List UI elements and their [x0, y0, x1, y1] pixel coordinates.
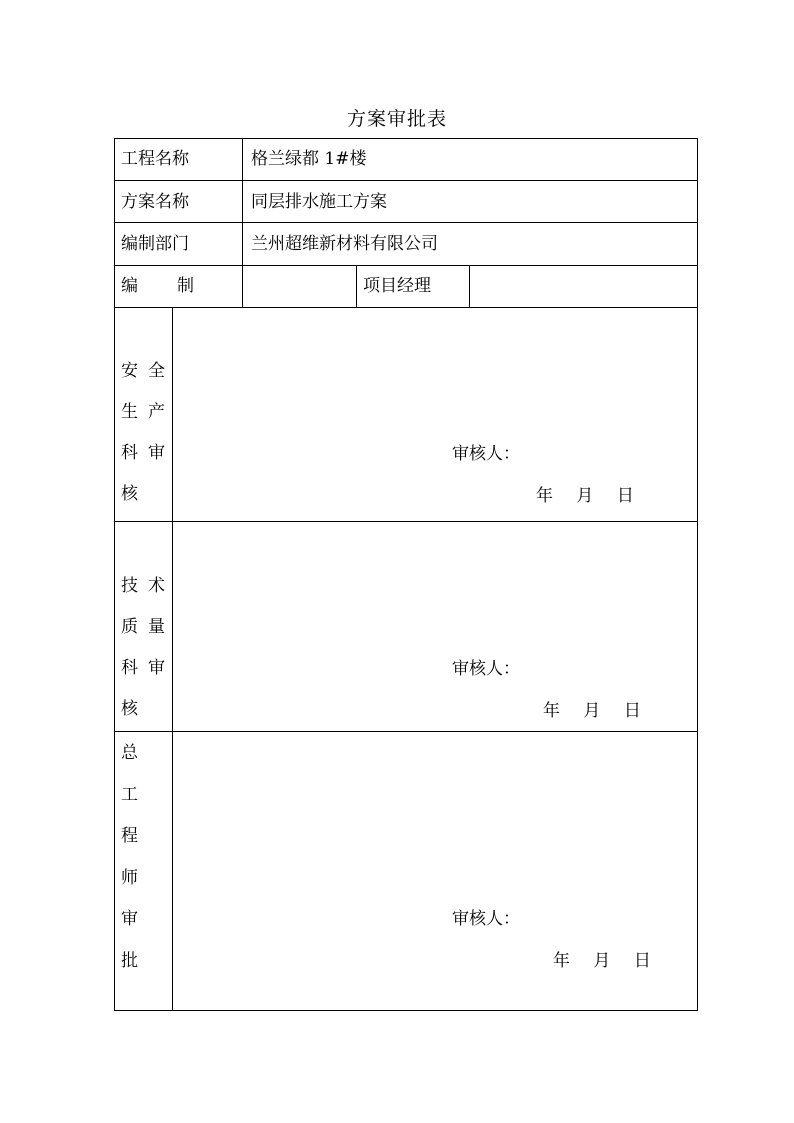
author-label-b: 制: [177, 276, 194, 296]
safety-section-label: [114, 361, 172, 504]
label-char: 批: [121, 951, 138, 971]
label-char: 全: [148, 361, 165, 381]
safety-reviewer-label: 审核人：: [452, 444, 520, 464]
tech-section-label: [114, 576, 172, 719]
plan-name-label: 方案名称: [121, 192, 189, 212]
label-char: 工: [121, 785, 138, 805]
label-char: 审: [148, 658, 165, 678]
label-char: 审: [148, 443, 165, 463]
label-char: 生: [121, 402, 138, 422]
label-char: 程: [121, 826, 138, 846]
label-char: [143, 484, 170, 504]
chief-date: [553, 951, 651, 971]
dept-label: 编制部门: [121, 234, 189, 254]
label-char: 核: [121, 484, 138, 504]
plan-name-value: 同层排水施工方案: [251, 192, 387, 212]
chief-reviewer-label: 审核人：: [452, 909, 520, 929]
label-char: 安: [121, 361, 138, 381]
month-label: 月: [576, 486, 594, 506]
label-char: 审: [121, 909, 138, 929]
day-label: 日: [616, 486, 634, 506]
day-label: 日: [623, 701, 641, 721]
label-char: 总: [121, 743, 138, 763]
project-name-value: 格兰绿都 1#楼: [251, 149, 367, 169]
label-char: 质: [121, 617, 138, 637]
label-char: 师: [121, 868, 138, 888]
label-char: 技: [121, 576, 138, 596]
safety-date: [536, 486, 634, 506]
tech-reviewer-label: 审核人：: [452, 659, 520, 679]
tech-date: [543, 701, 641, 721]
pm-label: 项目经理: [363, 276, 431, 296]
label-char: 量: [148, 617, 165, 637]
label-char: 术: [148, 576, 165, 596]
author-label-a: 编: [121, 276, 138, 296]
label-char: 科: [121, 658, 138, 678]
year-label: 年: [543, 701, 560, 721]
year-label: 年: [536, 486, 553, 506]
month-label: 月: [583, 701, 601, 721]
label-char: 核: [121, 699, 138, 719]
project-name-label: 工程名称: [121, 149, 189, 169]
month-label: 月: [593, 951, 611, 971]
dept-value: 兰州超维新材料有限公司: [251, 234, 438, 254]
label-char: 科: [121, 443, 138, 463]
year-label: 年: [553, 951, 570, 971]
label-char: [143, 699, 170, 719]
form-title: 方案审批表: [346, 108, 447, 130]
label-char: 产: [148, 402, 165, 422]
day-label: 日: [633, 951, 651, 971]
